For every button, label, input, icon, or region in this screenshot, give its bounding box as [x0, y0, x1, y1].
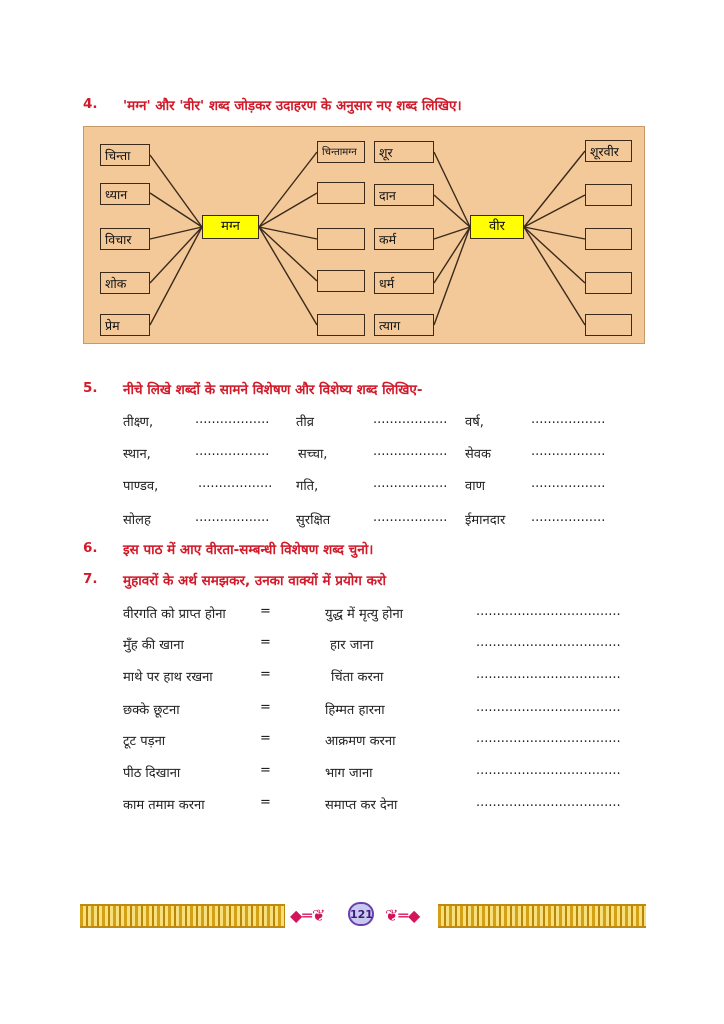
word: तीक्ष्ण,: [123, 415, 154, 430]
ornament-icon: ❦═◆: [385, 906, 421, 925]
equals-sign: =: [260, 763, 271, 778]
center-word-veer: वीर: [470, 215, 524, 239]
question-text: नीचे लिखे शब्दों के सामने विशेषण और विशेष्य शब्द लिखिए-: [123, 382, 423, 398]
blank[interactable]: ..................: [373, 510, 448, 525]
blank[interactable]: ..................: [531, 444, 606, 459]
blank[interactable]: ...................................: [476, 667, 621, 682]
question-number: 7.: [83, 571, 98, 587]
blank[interactable]: ..................: [373, 444, 448, 459]
blank[interactable]: ..................: [198, 476, 273, 491]
word: वाण: [465, 479, 485, 494]
blank[interactable]: ..................: [373, 412, 448, 427]
word: ईमानदार: [465, 513, 506, 528]
center-word-magna: मग्न: [202, 215, 259, 239]
idiom: काम तमाम करना: [123, 798, 205, 813]
blank[interactable]: ...................................: [476, 700, 621, 715]
right-word: शूर: [374, 141, 434, 163]
meaning: समाप्त कर देना: [325, 798, 398, 813]
equals-sign: =: [260, 700, 271, 715]
idiom: वीरगति को प्राप्त होना: [123, 607, 226, 622]
idiom: छक्के छूटना: [123, 703, 180, 718]
right-word: कर्म: [374, 228, 434, 250]
answer-box[interactable]: [585, 314, 632, 336]
answer-box[interactable]: [317, 228, 365, 250]
right-word: धर्म: [374, 272, 434, 294]
word: सेवक: [465, 447, 492, 462]
question-text: मुहावरों के अर्थ समझकर, उनका वाक्यों में प्रयोग करो: [123, 573, 386, 589]
question-text: 'मग्न' और 'वीर' शब्द जोड़कर उदाहरण के अनुसार नए शब्द लिखिए।: [123, 98, 462, 114]
decorative-border-left: [80, 904, 285, 928]
meaning: हार जाना: [330, 638, 374, 653]
word-join-diagram: [83, 126, 645, 344]
left-word: ध्यान: [100, 183, 150, 205]
word: वर्ष,: [465, 415, 484, 430]
left-word: शोक: [100, 272, 150, 294]
word: स्थान,: [123, 447, 151, 462]
equals-sign: =: [260, 604, 271, 619]
idiom: मुँह की खाना: [123, 638, 184, 653]
left-word: चिन्ता: [100, 144, 150, 166]
word: पाण्डव,: [123, 479, 159, 494]
ornament-icon: ◆═❦: [290, 906, 326, 925]
equals-sign: =: [260, 635, 271, 650]
left-word: विचार: [100, 228, 150, 250]
word: सच्चा,: [298, 447, 328, 462]
right-word: त्याग: [374, 314, 434, 336]
meaning: भाग जाना: [325, 766, 373, 781]
blank[interactable]: ...................................: [476, 763, 621, 778]
right-word: दान: [374, 184, 434, 206]
meaning: चिंता करना: [331, 670, 384, 685]
answer-box[interactable]: [585, 272, 632, 294]
blank[interactable]: ...................................: [476, 731, 621, 746]
blank[interactable]: ..................: [531, 412, 606, 427]
blank[interactable]: ...................................: [476, 795, 621, 810]
blank[interactable]: ..................: [195, 510, 270, 525]
blank[interactable]: ...................................: [476, 604, 621, 619]
meaning: हिम्मत हारना: [325, 703, 385, 718]
meaning: युद्ध में मृत्यु होना: [325, 607, 404, 622]
answer-box[interactable]: [317, 270, 365, 292]
equals-sign: =: [260, 795, 271, 810]
idiom: पीठ दिखाना: [123, 766, 181, 781]
blank[interactable]: ..................: [195, 444, 270, 459]
word: तीव्र: [296, 415, 315, 430]
answer-box[interactable]: [317, 314, 365, 336]
question-number: 5.: [83, 380, 98, 396]
word: सुरक्षित: [296, 513, 331, 528]
question-number: 4.: [83, 96, 98, 112]
question-text: इस पाठ में आए वीरता-सम्बन्धी विशेषण शब्द चुनो।: [123, 542, 374, 558]
meaning: आक्रमण करना: [325, 734, 396, 749]
idiom: टूट पड़ना: [123, 734, 166, 749]
page-number: 121: [348, 902, 374, 926]
equals-sign: =: [260, 667, 271, 682]
blank[interactable]: ..................: [195, 412, 270, 427]
answer-box[interactable]: [585, 184, 632, 206]
blank[interactable]: ..................: [373, 476, 448, 491]
decorative-border-right: [438, 904, 646, 928]
answer-box[interactable]: [585, 228, 632, 250]
equals-sign: =: [260, 731, 271, 746]
idiom: माथे पर हाथ रखना: [123, 670, 213, 685]
blank[interactable]: ..................: [531, 476, 606, 491]
page-footer: [80, 900, 646, 928]
left-word: प्रेम: [100, 314, 150, 336]
blank[interactable]: ...................................: [476, 635, 621, 650]
word: गति,: [296, 479, 319, 494]
question-number: 6.: [83, 540, 98, 556]
answer-box[interactable]: [317, 182, 365, 204]
answer-box[interactable]: शूरवीर: [585, 140, 632, 162]
word: सोलह: [123, 513, 151, 528]
blank[interactable]: ..................: [531, 510, 606, 525]
answer-box[interactable]: चिन्तामग्न: [317, 141, 365, 163]
